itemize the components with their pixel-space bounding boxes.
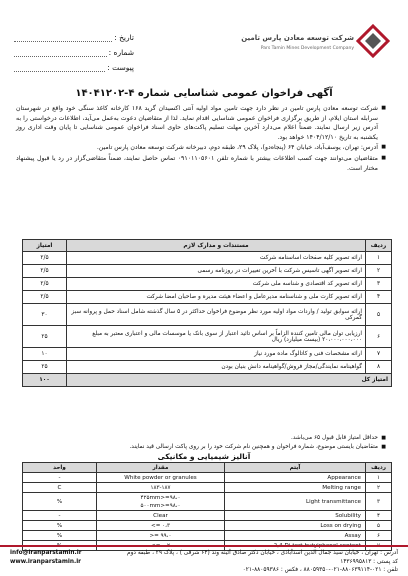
footer-email[interactable]: info@iranparstamin.ir	[10, 550, 82, 556]
table-row: ۴ ارائه تصویر کارت ملی و شناسنامه مدیرعامل و اعضاء هیئت مدیره و صاحبان امضا شرکت ۲/۵	[23, 291, 392, 304]
table-row: ۵ ارائه سوابق تولید / واردات مواد اولیه مورد نظر موضوع فراخوان حداکثر در ۵ سال گذشته شامل اسناد حمل و پروانه سبز گمرکی ۳۰	[23, 304, 392, 326]
footer-divider	[0, 545, 408, 547]
table-row: ۱ ارائه تصویر کلیه صفحات اساسنامه شرکت ۲/۵	[23, 252, 392, 265]
number-label: شماره :	[108, 48, 134, 57]
notice-notes	[16, 434, 386, 452]
attachment-field	[14, 60, 134, 75]
attachment-label: پیوست :	[107, 63, 134, 72]
table-row: ۶ ارزیابی توان مالی تامین کننده الزاماً بر اساس تائید اعتبار از سوی بانک یا موسسات مالی و اعتباری معتبر به مبلغ ۲۰،۰۰۰،۰۰۰،۰۰۰ (بیست میلیارد) ریال ۲۵	[23, 326, 392, 348]
table-total-row	[23, 374, 392, 387]
company-logo	[241, 24, 394, 70]
letter-meta	[14, 30, 134, 75]
col-header-item: آیتم	[225, 463, 366, 473]
spec-table	[22, 462, 392, 551]
table-row: - White powder or granules Appearance ۱	[23, 473, 392, 483]
notice-paragraph: ■ متقاضیان می‌توانند جهت کسب اطلاعات بیشتر با شماره تلفن ۰۹۱۰۱۱۰۵۶۰۱ تماس حاصل نمایند، ضمناً متقاضی‌گزار در رد یا قبول پیشنهاد مختار است.	[16, 154, 386, 173]
notice-paragraph: ■ آدرس: تهران، یوسف‌آباد، خیابان ۶۴ (پنجاه‌دو)، پلاک ۲۹، طبقه دوم، دبیرخانه شرکت توسعه معادن پارس تامین.	[16, 143, 386, 153]
table-header-row	[23, 463, 392, 473]
col-header-row-number: ردیف	[366, 240, 392, 252]
note-item: ■ حداقل امتیاز قابل قبول ۶۵ می‌باشد.	[16, 434, 386, 443]
table-row: % <= ۰،۳ Loss on drying ۵	[23, 521, 392, 531]
table-row: C ۱۸۳-۱۸۷ Melting range ۲	[23, 483, 392, 493]
table-row: % >= ۹۹،۰ Assay ۶	[23, 531, 392, 541]
total-label: امتیاز کل	[67, 374, 392, 387]
table-row: ۲ ارائه تصویر آگهی تاسیس شرکت با آخرین تغییرات در روزنامه رسمی ۲/۵	[23, 265, 392, 278]
table-row: - Clear Solubility ۴	[23, 511, 392, 521]
col-header-score: امتیاز	[23, 240, 67, 252]
col-header-value: مقدار	[97, 463, 225, 473]
table-header-row	[23, 240, 392, 252]
footer-website[interactable]: www.iranparstamin.ir	[10, 559, 82, 565]
company-logo-icon	[356, 24, 390, 58]
date-label: تاریخ :	[114, 33, 134, 42]
letter-footer	[10, 549, 398, 575]
company-name-en: Pars Tamin Mines Development Company	[260, 46, 354, 51]
table-row: ۸ گواهینامه نمایندگی/مجاز فروش/گواهینامه دانش بنیان بودن ۲۵	[23, 361, 392, 374]
number-field	[14, 45, 134, 60]
footer-phones: تلفن : ۰۲۱-۸۸۰۶۳۹۱۱۴-۰۲۱-۸۸۰۵۹۳۵۰ ، فکس : ۸۸۰۵۹۳۸۶-۰۲۱	[242, 567, 398, 573]
documents-table	[22, 239, 392, 387]
col-header-documents: مستندات و مدارک لازم	[67, 240, 366, 252]
notice-body	[16, 104, 386, 174]
total-value: ۱۰۰	[23, 374, 67, 387]
company-name-fa: شرکت توسعه معادن پارس تامین	[241, 34, 354, 42]
table-row: ۷ ارائه مشخصات فنی و کاتالوگ ماده مورد نیاز ۱۰	[23, 348, 392, 361]
footer-postal-code: کد پستی : ۱۴۳۶۹۹۵۸۱۳	[340, 558, 398, 565]
note-item: ■ متقاضیان بایستی موضوع، شماره فراخوان و همچنین نام شرکت خود را بر روی پاکت ارسالی قید نمایند.	[16, 443, 386, 452]
date-field	[14, 30, 134, 45]
notice-title: آگهی فراخوان عمومی شناسایی شماره ۴-۱۴۰۴۱۲۰۲	[75, 88, 333, 99]
col-header-row-number: ردیف	[366, 463, 392, 473]
spec-title: آنالیز شیمیایی و مکانیکی	[157, 452, 251, 461]
col-header-unit: واحد	[23, 463, 97, 473]
table-row: % ۴۲۵mm>=۹۸،۰ ۵۰۰mm>=۹۸،۰ Light transmittance ۳	[23, 493, 392, 511]
footer-address: آدرس : تهران ، خیابان سید جمال الدین اسدآبادی ، خیابان دکتر صادق آئینه وند (۶۴ شرقی ) ، پلاک ۲۹ ، طبقه دوم	[127, 550, 398, 556]
notice-paragraph: ■ شرکت توسعه معادن پارس تامین در نظر دارد جهت تامین مواد اولیه آنتی اکسیدان گرید ۱۶۸ کارخانه کاغذ سنگی خود واقع در شهرستان سرابله استان ایلام، از طریق برگزاری فراخوان عمومی شناسایی اقدام نماید. لذا از متقاضیان دعوت به‌عمل می‌آید، اطلاعات درخواستی را به آدرس زیر ارسال نمایند. ضمناً اعلام می‌دارد آخرین مهلت تسلیم پاکت‌های حاوی اسناد فراخوان عمومی شناسایی تا پایان وقت اداری روز یکشنبه به تاریخ ۱۴۰۴/۱۲/۱۰ خواهد بود.	[16, 104, 386, 142]
table-row: ۳ ارائه تصویر کد اقتصادی و شناسه ملی شرکت ۲/۵	[23, 278, 392, 291]
